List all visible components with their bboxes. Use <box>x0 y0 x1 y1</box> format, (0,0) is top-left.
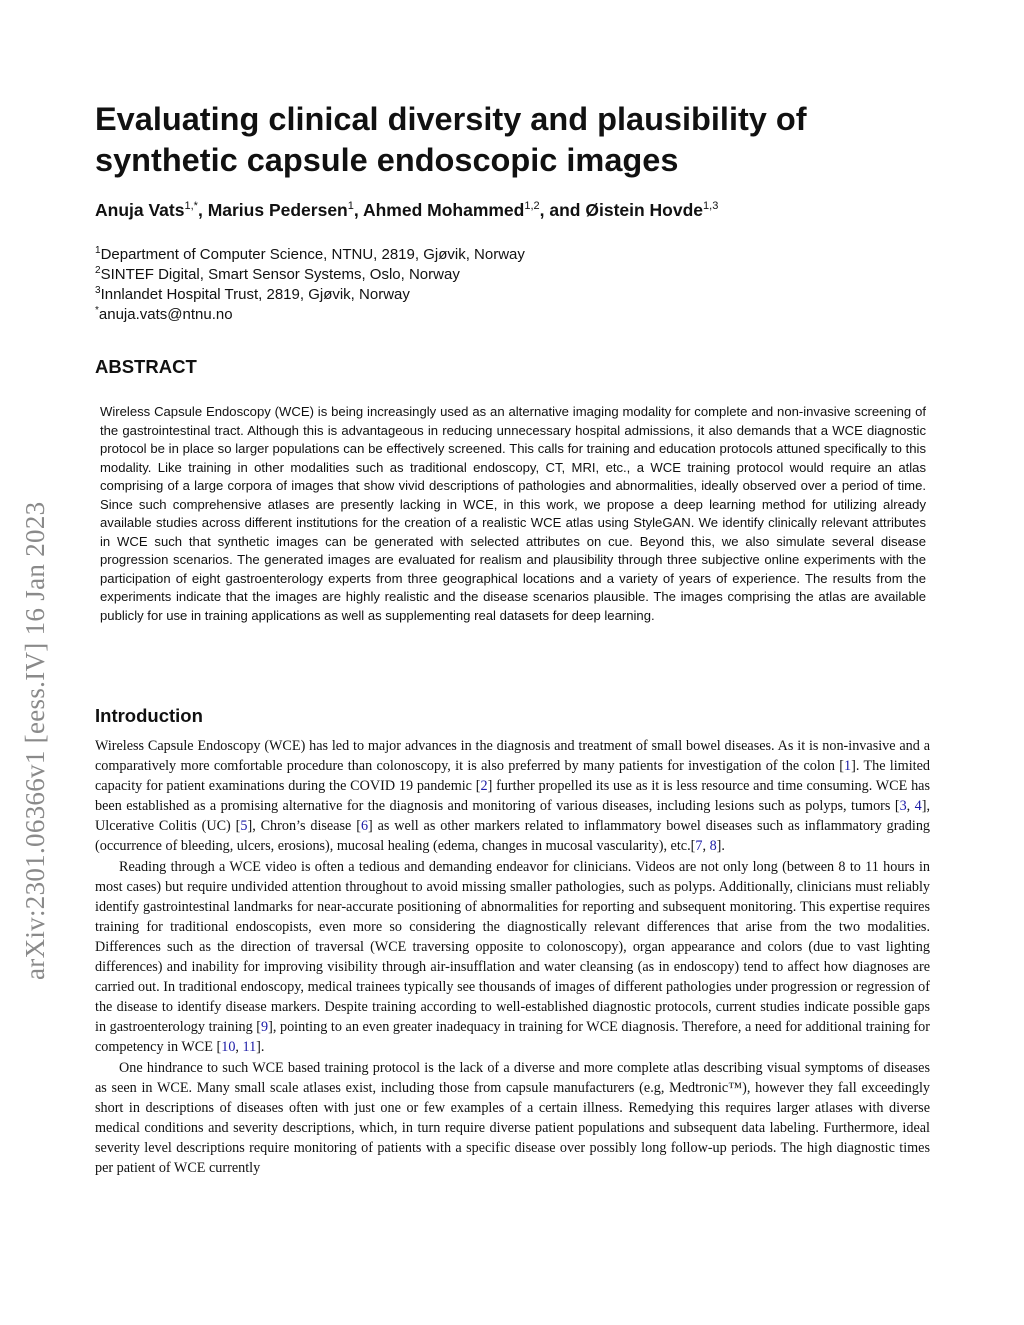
citation-link[interactable]: 8 <box>709 838 717 855</box>
affiliation-text: SINTEF Digital, Smart Sensor Systems, Oslo, Norway <box>100 266 460 283</box>
affiliation-text: Department of Computer Science, NTNU, 2819, Gjøvik, Norway <box>100 246 525 263</box>
paragraph-text: ] further propelled its use as it is less resource and time consuming. WCE has been established as a promising alternative for the diagnosis and monitoring of various diseases, including lesions such as polyps, tumors [ <box>95 778 930 815</box>
affiliation-line <box>95 285 975 305</box>
paragraph-text: ] as well as other markers related to inflammatory bowel diseases such as inflammatory grading (occurrence of bleeding, ulcers, erosions), mucosal healing (edema, changes in mucosal vascularity), etc.[ <box>95 818 931 855</box>
citation-link[interactable]: 9 <box>261 1019 269 1036</box>
citation-link[interactable]: 4 <box>914 798 922 815</box>
author-affiliation-marker: 1 <box>347 200 354 213</box>
introduction-heading: Introduction <box>95 705 203 726</box>
paragraph-text: ], Chron’s disease [ <box>247 818 361 835</box>
affiliation-list <box>95 245 975 325</box>
author-name: Anuja Vats <box>95 200 185 220</box>
paragraph-text: ]. The limited capacity for patient examinations during the COVID 19 pandemic [ <box>95 758 930 795</box>
paragraph-text: ]. <box>256 1039 265 1056</box>
arxiv-identifier: arXiv:2301.06366v1 [eess.IV] 16 Jan 2023 <box>20 501 50 980</box>
paragraph-text: ], Ulcerative Colitis (UC) [ <box>95 798 931 835</box>
author-affiliation-marker: 1,2 <box>524 200 540 213</box>
affiliation-line <box>95 245 975 265</box>
affiliation-marker: 3 <box>95 285 101 296</box>
abstract-text: Wireless Capsule Endoscopy (WCE) is being increasingly used as an alternative imaging modality for complete and non-invasive screening of the gastrointestinal tract. Although this is advantageous in reducing unnecessary hospital admissions, it also demands that a WCE diagnostic protocol be in place so larger populations can be effectively screened. This calls for training and education protocols attuned specifically to this modality. Like training in other modalities such as traditional endoscopy, CT, MRI, etc., a WCE training protocol would require an atlas comprising of a large corpora of images that show vivid descriptions of pathologies and abnormalities, ideally observed over a period of time. Since such comprehensive atlases are presently lacking in WCE, in this work, we propose a deep learning method for utilizing already available studies across different institutions for the creation of a realistic WCE atlas using StyleGAN. We identify clinically relevant attributes in WCE such that synthetic images can be generated with selected attributes on cue. Beyond this, we also simulate several disease progression scenarios. The generated images are evaluated for realism and plausibility through three subjective online experiments with the participation of eight gastroenterology experts from three geographical locations and a variety of years of experience. The results from the experiments indicate that the images are highly realistic and the disease scenarios plausible. The images comprising the atlas are available publicly for use in training applications as well as supplementing real datasets for deep learning. <box>100 404 926 623</box>
citation-link[interactable]: 10 <box>221 1039 236 1056</box>
affiliation-text: Innlandet Hospital Trust, 2819, Gjøvik, Norway <box>100 286 410 303</box>
author-separator: , and <box>539 200 586 220</box>
citation-link[interactable]: 7 <box>695 838 703 855</box>
introduction-paragraph <box>95 857 930 1058</box>
citation-link[interactable]: 11 <box>242 1039 257 1056</box>
author-separator: , <box>197 200 208 220</box>
affiliation-marker: 1 <box>95 245 101 256</box>
author-affiliation-marker: 1,* <box>184 200 198 213</box>
paragraph-text: , <box>702 838 710 855</box>
paragraph-text: , <box>235 1039 243 1056</box>
author-name: Ahmed Mohammed <box>362 200 525 220</box>
abstract-heading: ABSTRACT <box>95 356 197 377</box>
paragraph-text: , <box>906 798 915 815</box>
affiliation-marker: * <box>95 305 99 316</box>
paper-title: Evaluating clinical diversity and plausibility of synthetic capsule endoscopic images <box>95 101 807 178</box>
affiliation-line <box>95 305 975 325</box>
citation-link[interactable]: 2 <box>480 778 488 795</box>
paragraph-text: Reading through a WCE video is often a tedious and demanding endeavor for clinicians. Videos are not only long (between 8 to 11 hours in most cases) but require undivided attention throughout to avoid missing smaller pathologies, such as polyps. Additionally, clinicians must reliably identify gastrointestinal landmarks for near-accurate positioning of abnormalities for reporting and subsequent monitoring. This expertise requires training for traditional endoscopists, even more so considering the diagnostically relevant differences that arise from the two modalities. Differences such as the direction of traversal (WCE traversing opposite to colonoscopy), organ appearance and colors (due to vast lighting differences) and inability for improving visibility through air-insufflation and water cleansing (as in endoscopy) tend to affect how diagnoses are carried out. In traditional endoscopy, medical trainees typically see thousands of images of different pathologies under progression or regression of the disease to identify disease markers. Despite training according to well-established diagnostic protocols, current studies indicate possible gaps in gastroenterology training [ <box>95 858 930 1036</box>
introduction-paragraph <box>95 1058 930 1179</box>
paragraph-text: One hindrance to such WCE based training protocol is the lack of a diverse and more complete atlas describing visual symptoms of diseases as seen in WCE. Many small scale atlases exist, including those from capsule manufacturers (e.g, Medtronic™), however they fall exceedingly short in descriptions of diseases often with just one or few examples of a certain illness. Remedying this requires larger atlases with diverse medical conditions and severity descriptions, which, in turn require diverse patient populations and subsequent data labeling. Furthermore, ideal severity level descriptions require monitoring of patients with a specific disease over possibly long follow-up periods. The high diagnostic times per patient of WCE currently <box>95 1059 930 1176</box>
citation-link[interactable]: 6 <box>360 818 369 835</box>
author-separator: , <box>353 200 363 220</box>
author-list <box>95 198 975 222</box>
citation-link[interactable]: 1 <box>844 758 852 775</box>
affiliation-marker: 2 <box>95 265 101 276</box>
introduction-paragraph <box>95 736 930 857</box>
author-name: Marius Pedersen <box>207 200 348 220</box>
author-name: Øistein Hovde <box>585 200 704 220</box>
paragraph-text: ], pointing to an even greater inadequacy in training for WCE diagnosis. Therefore, a need for additional training for competency in WCE [ <box>95 1019 930 1056</box>
introduction-body <box>95 736 930 1178</box>
affiliation-line <box>95 265 975 285</box>
paragraph-text: ]. <box>716 838 725 855</box>
affiliation-text: anuja.vats@ntnu.no <box>98 306 233 323</box>
author-affiliation-marker: 1,3 <box>703 200 719 213</box>
paragraph-text: Wireless Capsule Endoscopy (WCE) has led to major advances in the diagnosis and treatment of small bowel diseases. As it is non-invasive and a comparatively more comfortable procedure than colonoscopy, it is also preferred by many patients for investigation of the colon [ <box>95 738 930 775</box>
citation-link[interactable]: 5 <box>240 818 248 835</box>
citation-link[interactable]: 3 <box>899 798 907 815</box>
